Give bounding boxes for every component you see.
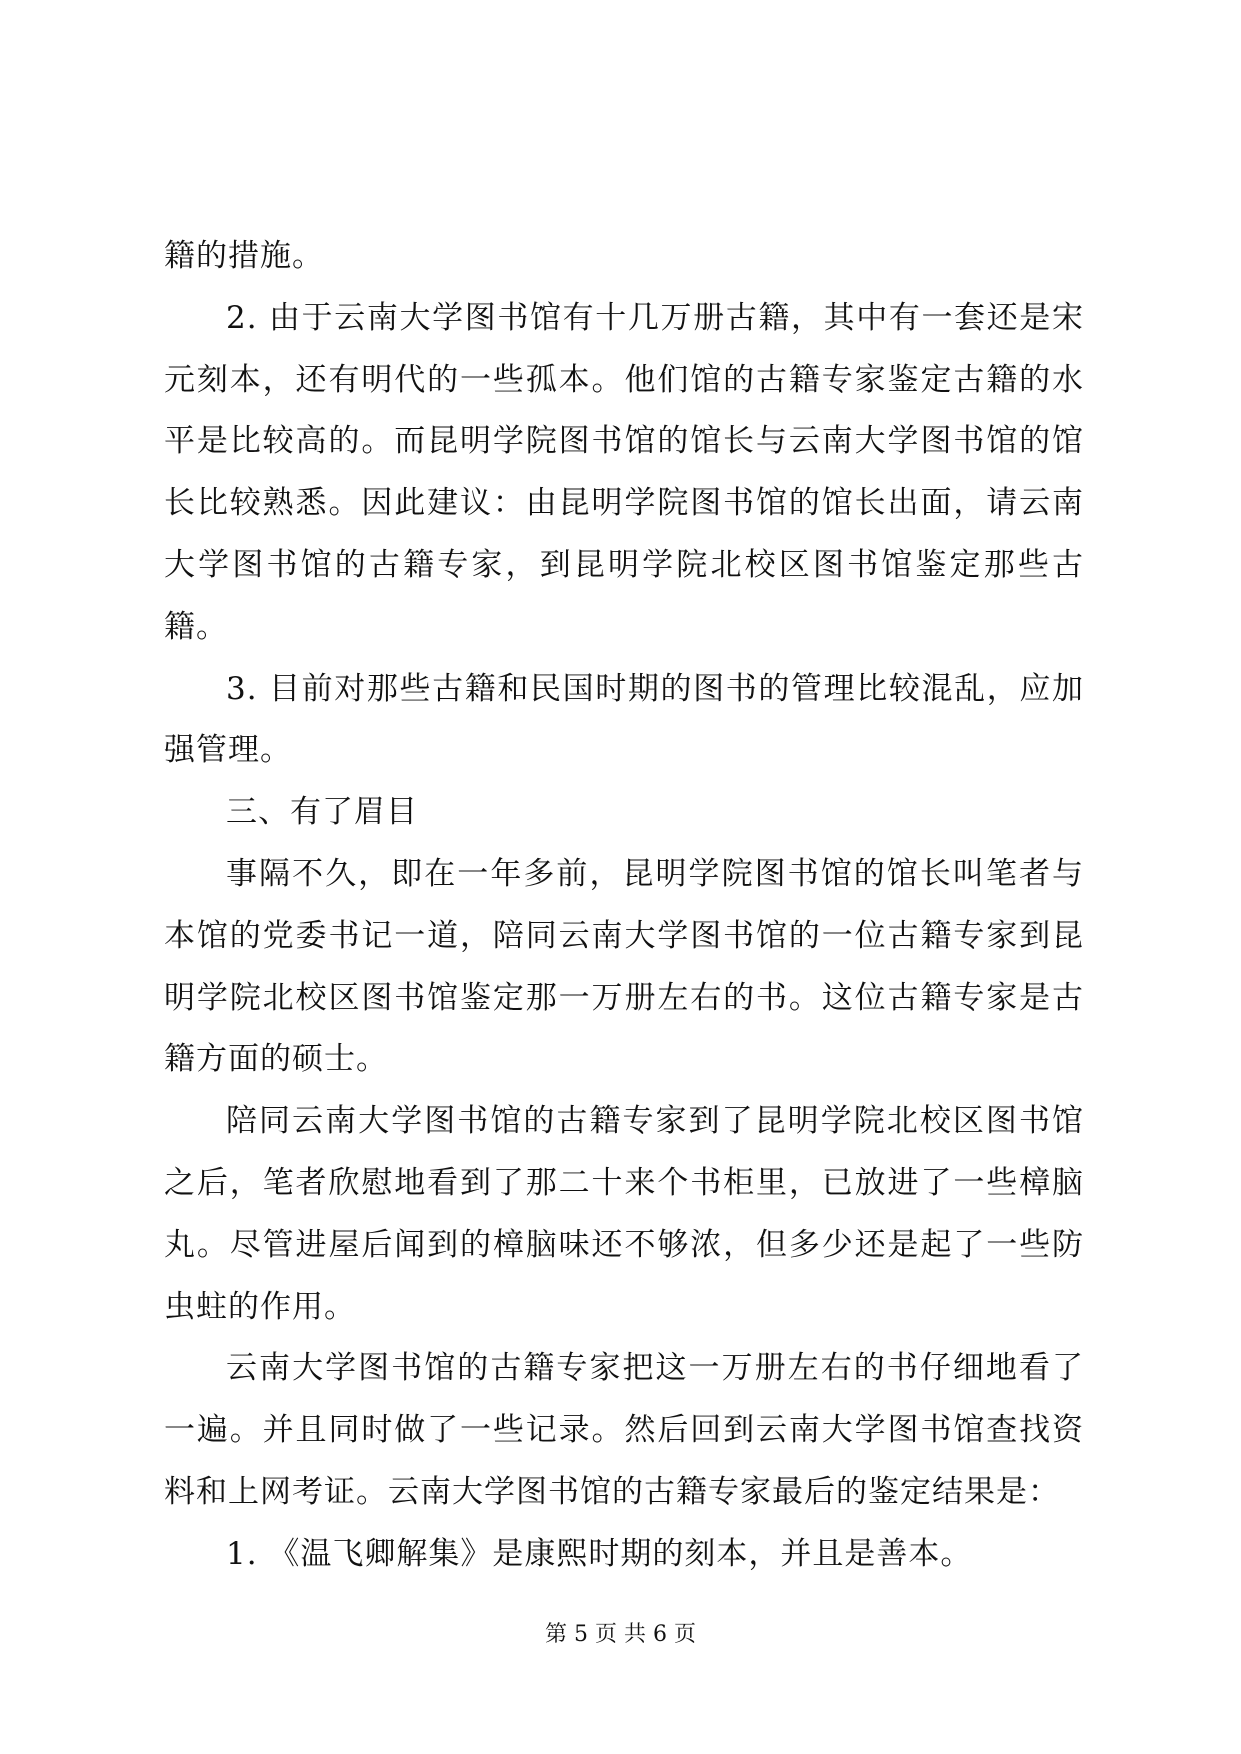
paragraph-visit: 事隔不久，即在一年多前，昆明学院图书馆的馆长叫笔者与本馆的党委书记一道，陪同云南大学图书馆的一位古籍专家到昆明学院北校区图书馆鉴定那一万册左右的书。这位古籍专家是古籍方面的硕士。	[164, 855, 1084, 1078]
paragraph-item-3: 3. 目前对那些古籍和民国时期的图书的管理比较混乱，应加强管理。	[164, 670, 1084, 769]
document-body	[164, 226, 1084, 1586]
paragraph-continuation: 籍的措施。	[164, 238, 324, 274]
paragraph-arrival: 陪同云南大学图书馆的古籍专家到了昆明学院北校区图书馆之后，笔者欣慰地看到了那二十来个书柜里，已放进了一些樟脑丸。尽管进屋后闻到的樟脑味还不够浓，但多少还是起了一些防虫蛀的作用。	[164, 1103, 1084, 1325]
section-heading: 三、有了眉目	[226, 794, 418, 831]
paragraph-result-1: 1. 《温飞卿解集》是康熙时期的刻本，并且是善本。	[226, 1535, 973, 1572]
page-number-footer: 第 5 页 共 6 页	[545, 1622, 696, 1647]
paragraph-appraisal: 云南大学图书馆的古籍专家把这一万册左右的书仔细地看了一遍。并且同时做了一些记录。然后回到云南大学图书馆查找资料和上网考证。云南大学图书馆的古籍专家最后的鉴定结果是：	[164, 1350, 1084, 1510]
paragraph-item-2: 2. 由于云南大学图书馆有十几万册古籍，其中有一套还是宋元刻本，还有明代的一些孤本。他们馆的古籍专家鉴定古籍的水平是比较高的。而昆明学院图书馆的馆长与云南大学图书馆的馆长比较熟悉。因此建议：由昆明学院图书馆的馆长出面，请云南大学图书馆的古籍专家，到昆明学院北校区图书馆鉴定那些古籍。	[164, 299, 1084, 645]
